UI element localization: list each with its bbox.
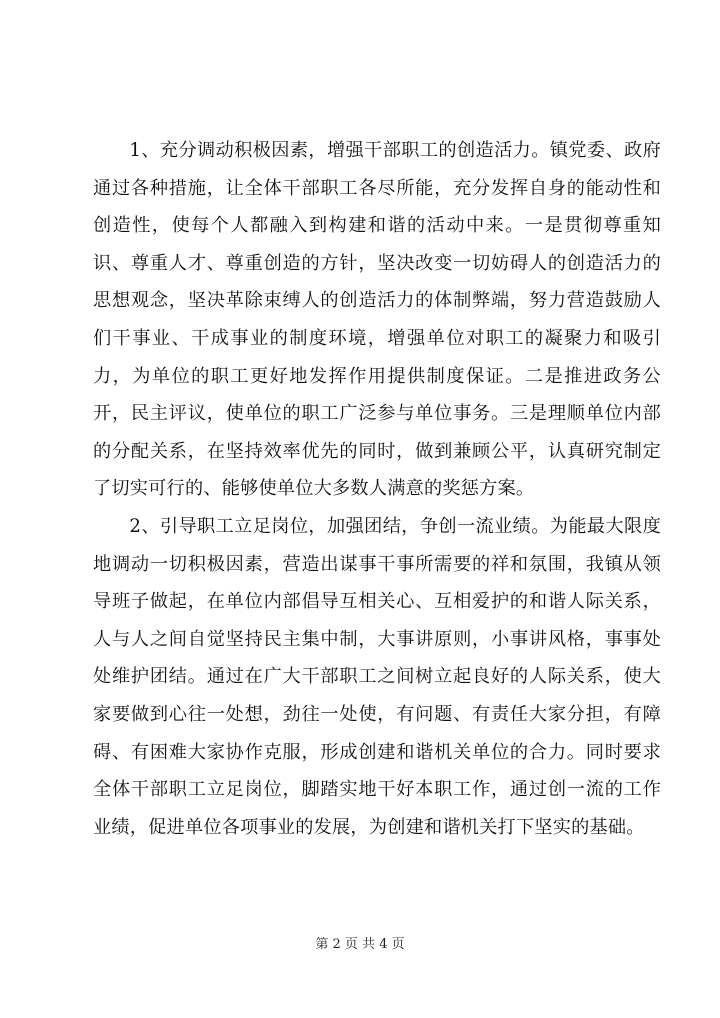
body-text [93, 132, 661, 846]
paragraph-2: 2、引导职工立足岗位，加强团结，争创一流业绩。为能最大限度地调动一切积极因素，营造出谋事干事所需要的祥和氛围，我镇从领导班子做起，在单位内部倡导互相关心、互相爱护的和谐人际关系，人与人之间自觉坚持民主集中制，大事讲原则，小事讲风格，事事处处维护团结。通过在广大干部职工之间树立起良好的人际关系，使大家要做到心往一处想，劲往一处使，有问题、有责任大家分担，有障碍、有困难大家协作克服，形成创建和谐机关单位的合力。同时要求全体干部职工立足岗位，脚踏实地干好本职工作，通过创一流的工作业绩，促进单位各项事业的发展，为创建和谐机关打下坚实的基础。 [93, 515, 661, 838]
paragraph-1: 1、充分调动积极因素，增强干部职工的创造活力。镇党委、政府通过各种措施，让全体干部职工各尽所能，充分发挥自身的能动性和创造性，使每个人都融入到构建和谐的活动中来。一是贯彻尊重知识、尊重人才、尊重创造的方针，坚决改变一切妨碍人的创造活力的思想观念，坚决革除束缚人的创造活力的体制弊端，努力营造鼓励人们干事业、干成事业的制度环境，增强单位对职工的凝聚力和吸引力，为单位的职工更好地发挥作用提供制度保证。二是推进政务公开，民主评议，使单位的职工广泛参与单位事务。三是理顺单位内部的分配关系，在坚持效率优先的同时，做到兼顾公平，认真研究制定了切实可行的、能够使单位大多数人满意的奖惩方案。 [93, 140, 661, 500]
page-footer: 第 2 页 共 4 页 [315, 937, 405, 952]
